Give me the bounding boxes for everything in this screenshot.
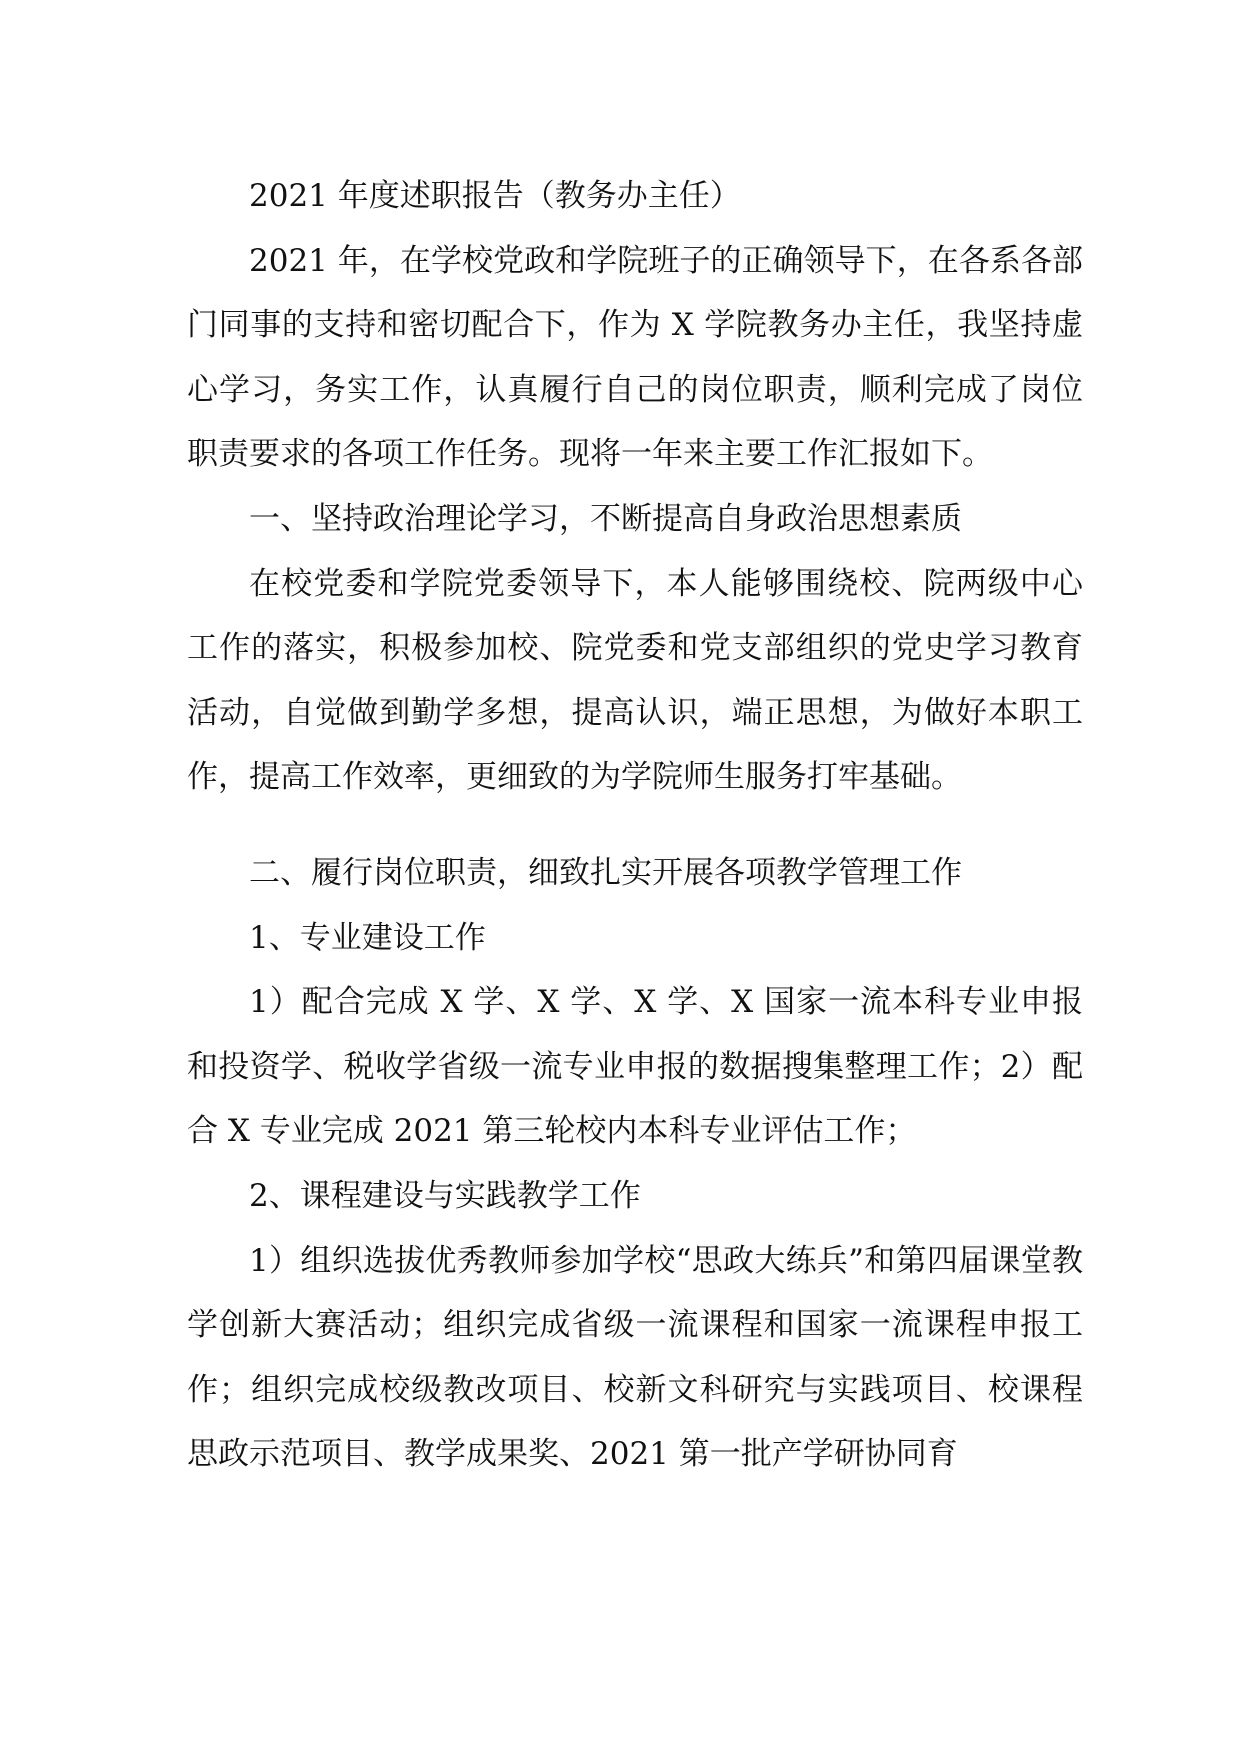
subsection-heading-2: 2、课程建设与实践教学工作	[249, 1177, 641, 1214]
intro-paragraph: 2021 年，在学校党政和学院班子的正确领导下，在各系各部门同事的支持和密切配合下，作为 X 学院教务办主任，我坚持虚心学习，务实工作，认真履行自己的岗位职责，顺利完成了岗位职责要求的各项工作任务。现将一年来主要工作汇报如下。	[187, 242, 1083, 473]
subsection-heading-1: 1、专业建设工作	[249, 919, 486, 956]
subsection-2-paragraph: 1）组织选拔优秀教师参加学校“思政大练兵”和第四届课堂教学创新大赛活动；组织完成省级一流课程和国家一流课程申报工作；组织完成校级教改项目、校新文科研究与实践项目、校课程思政示范项目、教学成果奖、2021 第一批产学研协同育	[187, 1242, 1083, 1473]
section-heading-2: 二、履行岗位职责，细致扎实开展各项教学管理工作	[249, 854, 962, 891]
document-body	[187, 164, 1083, 1487]
section-1-paragraph: 在校党委和学院党委领导下，本人能够围绕校、院两级中心工作的落实，积极参加校、院党委和党支部组织的党史学习教育活动，自觉做到勤学多想，提高认识，端正思想，为做好本职工作，提高工作效率，更细致的为学院师生服务打牢基础。	[187, 565, 1083, 796]
document-title: 2021 年度述职报告（教务办主任）	[249, 178, 741, 214]
subsection-1-paragraph: 1）配合完成 X 学、X 学、X 学、X 国家一流本科专业申报和投资学、税收学省级一流专业申报的数据搜集整理工作；2）配合 X 专业完成 2021 第三轮校内本科专业评估工作；	[187, 984, 1083, 1150]
section-heading-1: 一、坚持政治理论学习，不断提高自身政治思想素质	[249, 500, 962, 537]
